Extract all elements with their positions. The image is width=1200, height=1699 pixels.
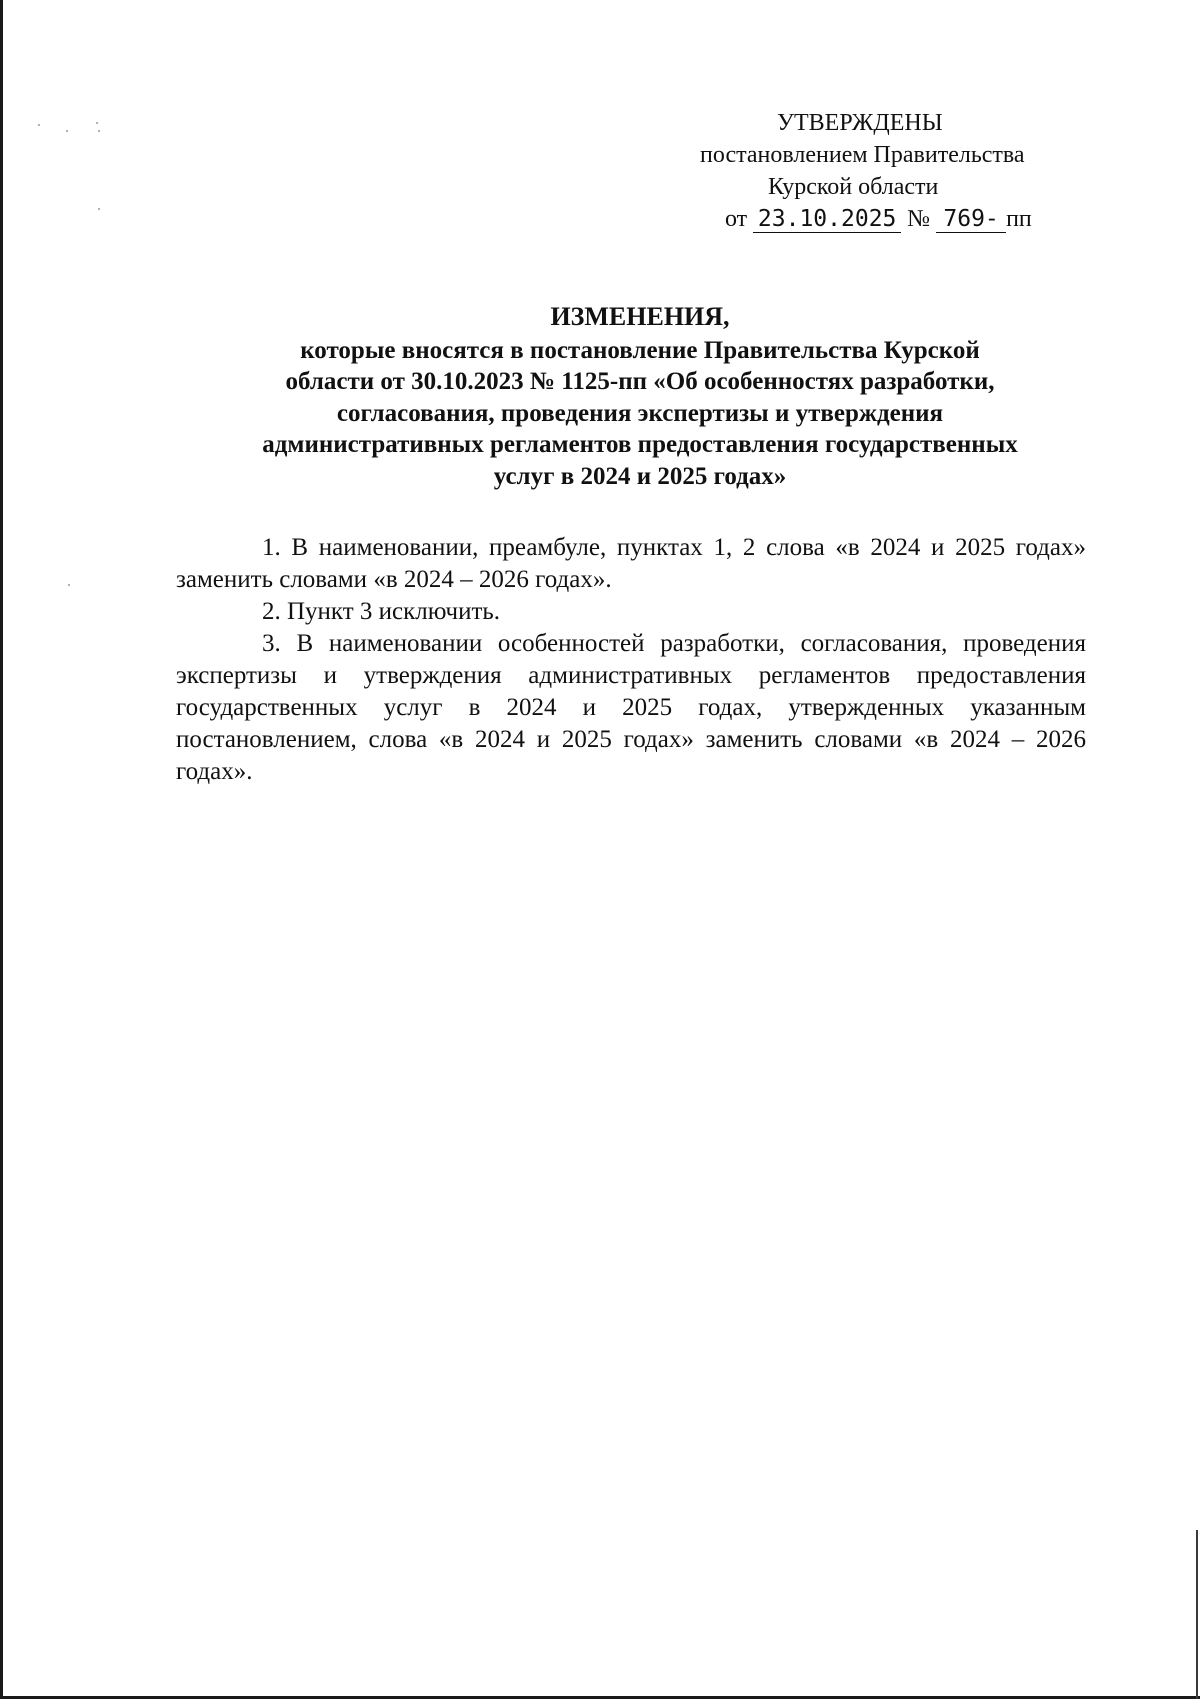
approval-region-line: Курской области <box>768 174 939 200</box>
decree-number-suffix: пп <box>1006 206 1032 232</box>
scan-border-left <box>0 0 3 1699</box>
decree-number: 769- <box>936 206 1006 233</box>
approval-date-number-line <box>725 204 1032 235</box>
title-line: которые вносятся в постановление Правительства Курской <box>300 336 980 364</box>
document-title <box>160 301 1120 492</box>
amendment-item-2: 2. Пункт 3 исключить. <box>262 598 501 625</box>
scan-speck <box>38 124 40 126</box>
amendment-item-1: 1. В наименовании, преамбуле, пунктах 1, 2 слова «в 2024 и 2025 годах» заменить словами «в 2024 – 2026 годах». <box>176 534 1086 593</box>
title-line: административных регламентов предоставления государственных <box>262 431 1018 458</box>
scan-speck <box>68 584 70 586</box>
approval-heading: УТВЕРЖДЕНЫ <box>777 110 943 136</box>
scan-border-right <box>1196 1530 1198 1699</box>
approval-issuer-line: постановлением Правительства <box>700 142 1025 168</box>
title-line: области от 30.10.2023 № 1125-пп «Об особенностях разработки, <box>285 368 995 395</box>
amendment-item-3: 3. В наименовании особенностей разработки, согласования, проведения экспертизы и утверждения административных регламентов предоставления государственных услуг в 2024 и 2025 годах, утвержденных указанным постановлением, слова «в 2024 и 2025 годах» заменить словами «в 2024 – 2026 годах». <box>176 630 1086 785</box>
scan-speck <box>96 122 98 124</box>
decree-date: 23.10.2025 <box>753 206 901 233</box>
from-label: от <box>725 206 748 232</box>
title-line: услуг в 2024 и 2025 годах» <box>493 462 787 490</box>
scan-speck <box>98 130 100 132</box>
scan-speck <box>98 208 100 210</box>
scan-speck <box>66 130 68 132</box>
title-heading: ИЗМЕНЕНИЯ, <box>550 302 730 331</box>
number-sign: № <box>907 206 931 232</box>
title-line: согласования, проведения экспертизы и утверждения <box>336 399 944 427</box>
